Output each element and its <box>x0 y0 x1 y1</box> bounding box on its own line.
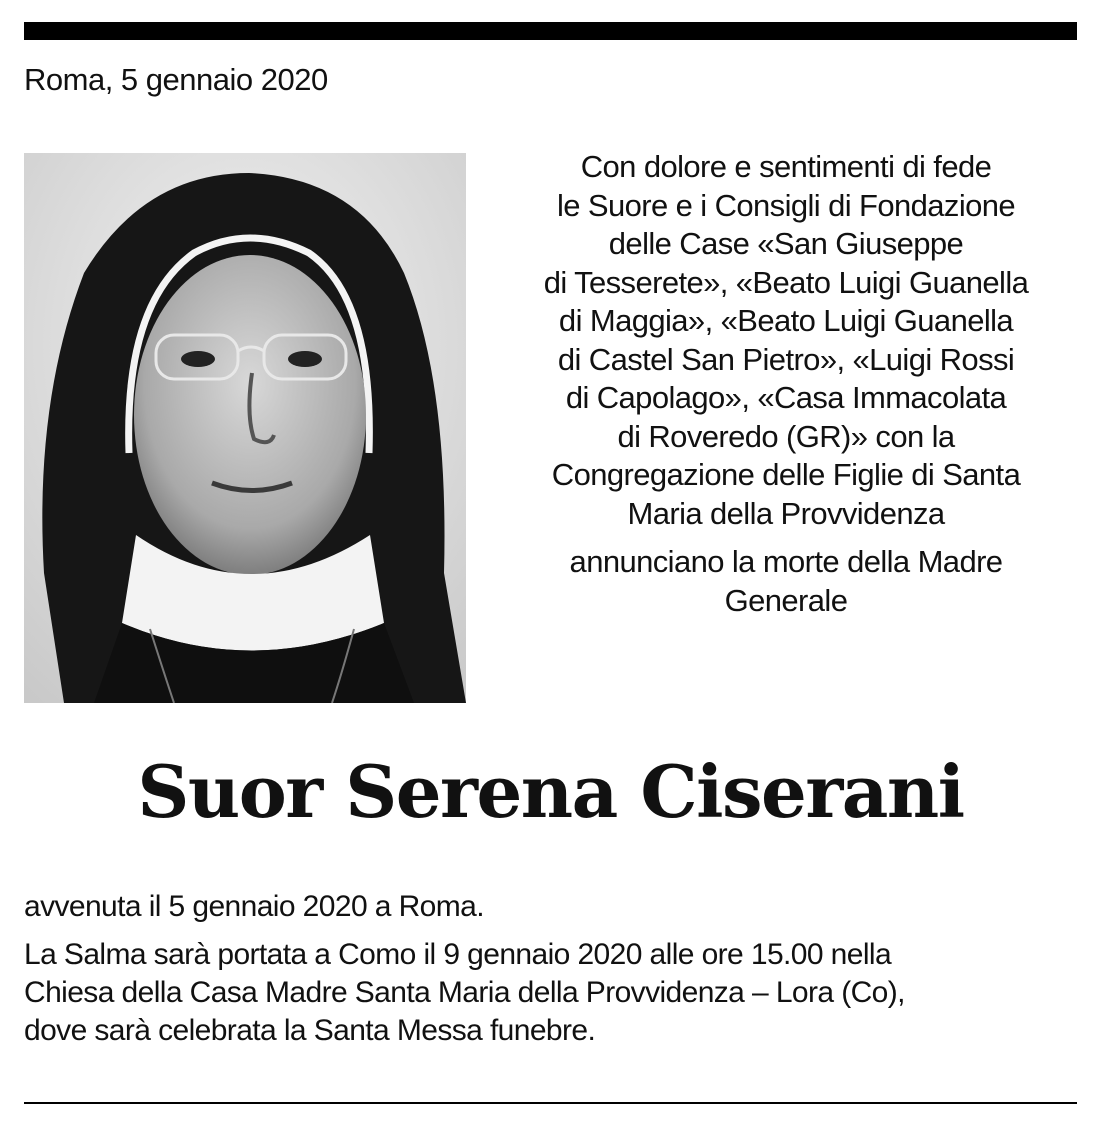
intro-line: di Roveredo (GR)» con la <box>617 418 955 454</box>
notice-body <box>24 888 1077 1050</box>
portrait-photo <box>24 153 466 703</box>
dateline: Roma, 5 gennaio 2020 <box>24 62 328 97</box>
event-line: avvenuta il 5 gennaio 2020 a Roma. <box>24 890 484 923</box>
intro-line: Congregazione delle Figlie di Santa <box>551 457 1021 492</box>
announcement <box>496 543 1076 620</box>
funeral-line: La Salma sarà portata a Como il 9 gennaio 2020 alle ore 15.00 nella <box>24 938 892 971</box>
funeral-line: dove sarà celebrata la Santa Messa funebre. <box>24 1014 596 1047</box>
intro-line: di Maggia», «Beato Luigi Guanella <box>558 303 1014 338</box>
funeral-line: Chiesa della Casa Madre Santa Maria della Provvidenza – Lora (Co), <box>24 976 905 1009</box>
intro-line: di Castel San Pietro», «Luigi Rossi <box>557 341 1015 377</box>
intro-line: Con dolore e sentimenti di fede <box>580 149 992 184</box>
announce-line: Generale <box>724 582 848 618</box>
deceased-name: Suor Serena Ciserani <box>137 749 964 834</box>
intro-line: di Capolago», «Casa Immacolata <box>565 380 1007 415</box>
top-rule <box>24 22 1077 40</box>
intro-line: delle Case «San Giuseppe <box>608 226 964 261</box>
intro-text <box>496 148 1076 620</box>
intro-line: Maria della Provvidenza <box>627 495 945 531</box>
funeral-details <box>24 936 1077 1050</box>
announce-line: annunciano la morte della Madre <box>569 544 1003 579</box>
intro-line: le Suore e i Consigli di Fondazione <box>556 187 1016 223</box>
intro-line: di Tesserete», «Beato Luigi Guanella <box>543 264 1029 300</box>
bottom-rule <box>24 1102 1077 1104</box>
